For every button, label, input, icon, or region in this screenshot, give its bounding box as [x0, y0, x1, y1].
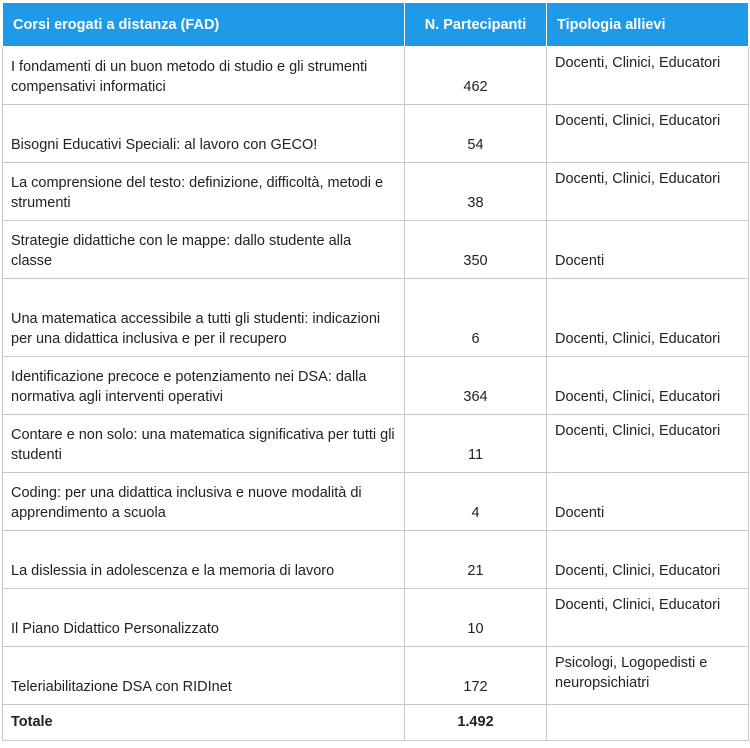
- type-cell: Psicologi, Logopedisti e neuropsichiatri: [547, 647, 749, 705]
- course-cell: Bisogni Educativi Speciali: al lavoro con GECO!: [3, 105, 405, 163]
- table-row: [3, 589, 749, 647]
- course-cell: Coding: per una didattica inclusiva e nuove modalità di apprendimento a scuola: [3, 473, 405, 531]
- participants-cell: 21: [405, 531, 547, 589]
- type-cell: Docenti, Clinici, Educatori: [547, 531, 749, 589]
- table-row: [3, 647, 749, 705]
- participants-cell: 11: [405, 415, 547, 473]
- table-row: [3, 415, 749, 473]
- type-cell: Docenti, Clinici, Educatori: [547, 357, 749, 415]
- participants-cell: 350: [405, 221, 547, 279]
- participants-cell: 172: [405, 647, 547, 705]
- course-cell: La comprensione del testo: definizione, difficoltà, metodi e strumenti: [3, 163, 405, 221]
- participants-cell: 462: [405, 47, 547, 105]
- participants-cell: 6: [405, 279, 547, 357]
- courses-table: [2, 2, 749, 741]
- total-participants: 1.492: [405, 705, 547, 741]
- course-cell: Identificazione precoce e potenziamento nei DSA: dalla normativa agli interventi operativi: [3, 357, 405, 415]
- table-row: [3, 531, 749, 589]
- column-header-course: Corsi erogati a distanza (FAD): [3, 3, 405, 47]
- participants-cell: 10: [405, 589, 547, 647]
- course-cell: Il Piano Didattico Personalizzato: [3, 589, 405, 647]
- type-cell: Docenti: [547, 221, 749, 279]
- participants-cell: 4: [405, 473, 547, 531]
- total-type-empty: [547, 705, 749, 741]
- participants-cell: 364: [405, 357, 547, 415]
- column-header-type: Tipologia allievi: [547, 3, 749, 47]
- course-cell: Teleriabilitazione DSA con RIDInet: [3, 647, 405, 705]
- course-cell: La dislessia in adolescenza e la memoria di lavoro: [3, 531, 405, 589]
- type-cell: Docenti, Clinici, Educatori: [547, 279, 749, 357]
- course-cell: Contare e non solo: una matematica significativa per tutti gli studenti: [3, 415, 405, 473]
- table-row: [3, 279, 749, 357]
- total-label: Totale: [3, 705, 405, 741]
- table-row: [3, 105, 749, 163]
- table-row: [3, 357, 749, 415]
- column-header-participants: N. Partecipanti: [405, 3, 547, 47]
- table-row: [3, 163, 749, 221]
- course-cell: I fondamenti di un buon metodo di studio e gli strumenti compensativi informatici: [3, 47, 405, 105]
- type-cell: Docenti, Clinici, Educatori: [547, 163, 749, 221]
- participants-cell: 54: [405, 105, 547, 163]
- table-row: [3, 473, 749, 531]
- total-row: [3, 705, 749, 741]
- table-row: [3, 221, 749, 279]
- type-cell: Docenti, Clinici, Educatori: [547, 47, 749, 105]
- type-cell: Docenti, Clinici, Educatori: [547, 105, 749, 163]
- type-cell: Docenti, Clinici, Educatori: [547, 589, 749, 647]
- course-cell: Una matematica accessibile a tutti gli studenti: indicazioni per una didattica inclusiva e per il recupero: [3, 279, 405, 357]
- course-cell: Strategie didattiche con le mappe: dallo studente alla classe: [3, 221, 405, 279]
- participants-cell: 38: [405, 163, 547, 221]
- type-cell: Docenti, Clinici, Educatori: [547, 415, 749, 473]
- type-cell: Docenti: [547, 473, 749, 531]
- table-row: [3, 47, 749, 105]
- table-header-row: [3, 3, 749, 47]
